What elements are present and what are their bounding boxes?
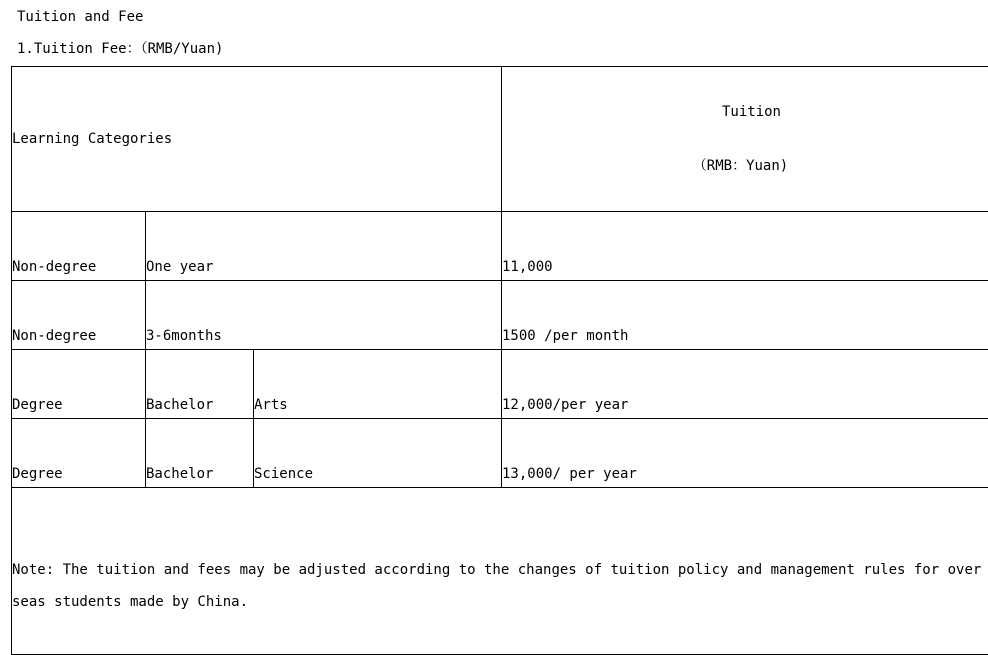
- header-tuition-unit: （RMB：Yuan): [502, 157, 988, 175]
- cell-type: Degree: [12, 419, 146, 488]
- cell-type: Non-degree: [12, 281, 146, 350]
- header-learning-categories: Learning Categories: [12, 67, 502, 212]
- cell-fee: 12,000/per year: [502, 350, 988, 419]
- table-row: [12, 281, 988, 350]
- cell-field: Science: [254, 419, 502, 488]
- table-row: [12, 212, 988, 281]
- table-row: [12, 350, 988, 419]
- header-tuition-label: Tuition: [502, 103, 988, 121]
- cell-level: 3-6months: [146, 281, 502, 350]
- cell-field: Arts: [254, 350, 502, 419]
- cell-fee: 1500 /per month: [502, 281, 988, 350]
- cell-type: Non-degree: [12, 212, 146, 281]
- fee-note: Note: The tuition and fees may be adjusted according to the changes of tuition policy and management rules for overseas students made by China.: [12, 524, 988, 618]
- cell-type: Degree: [12, 350, 146, 419]
- table-note-row: [12, 488, 988, 655]
- cell-level: One year: [146, 212, 502, 281]
- section-subtitle: 1.Tuition Fee：（RMB/Yuan): [17, 40, 223, 58]
- cell-fee: 13,000/ per year: [502, 419, 988, 488]
- table-row: [12, 419, 988, 488]
- table-header-row: [12, 67, 988, 212]
- page-title: Tuition and Fee: [17, 8, 143, 26]
- cell-fee: 11,000: [502, 212, 988, 281]
- cell-level: Bachelor: [146, 350, 254, 419]
- header-tuition: [502, 67, 988, 212]
- tuition-table: [11, 66, 988, 655]
- note-cell: [12, 488, 988, 655]
- cell-level: Bachelor: [146, 419, 254, 488]
